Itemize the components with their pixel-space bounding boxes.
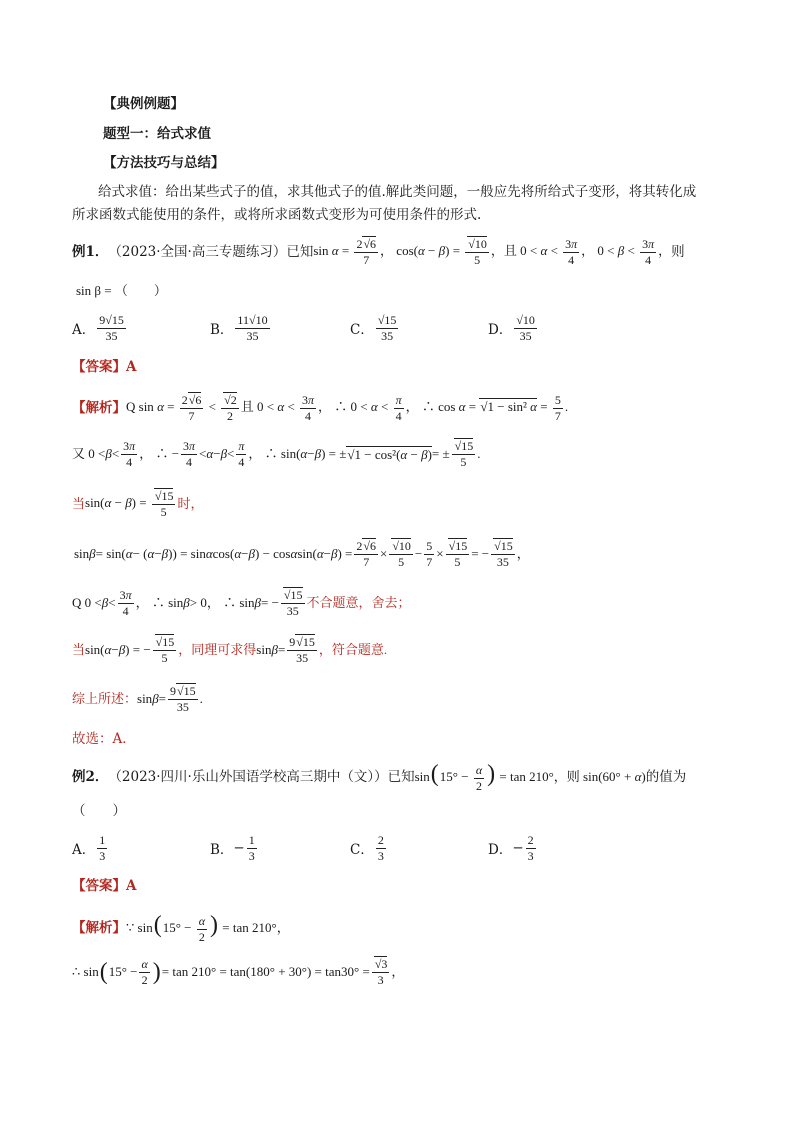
example2-paren: （ ）: [72, 803, 126, 819]
example1-option-b[interactable]: [210, 314, 272, 342]
case2-prefix: 当: [72, 642, 86, 658]
example2-question: 例2． （2023·四川·乐山外国语学校高三期中（文））已知 sin(15° − $\frac{\alpha}{2}$ ) = tan 210°，则 sin(60° + α) 的值为: [72, 761, 687, 793]
example1-case1: 当 sin(α − β) = √ $\frac{15}{5}$ 时，: [72, 490, 203, 518]
example2-option-b[interactable]: [210, 834, 259, 862]
example1-analysis-line2: 又 0 < β < $\frac{3\pi}{4}$ ， ∴ − $\frac{3\pi}{4}$ < α − β < $\frac{\pi}{4}$ ， ∴ sin( α − β ) = ± √ 1 − cos²(α − β) = ± √ $\frac{15}{5}$ .: [72, 440, 480, 468]
option-numerator: 2: [527, 833, 534, 847]
method-text-line2: 所求函数式能使用的条件，或将所求函数式变形为可使用条件的形式.: [72, 207, 482, 223]
option-denominator: 3: [527, 848, 534, 863]
example1-sin-beta-equation: sin β = sin( α − ( α − β )) = sin α cos( α − β ) − cos α sin( α − β ) = $\frac{2√ 6}{7}$ × √ $\frac{10}{5}$ − $\frac{5}{7}$ × √ $\frac{15}{5}$ = − √ $\frac{15}{35}$ ，: [74, 540, 530, 568]
example1-question: [72, 238, 685, 266]
method-heading: 【方法技巧与总结】: [103, 155, 225, 171]
option-numerator: √10: [516, 313, 535, 327]
section-heading: 【典例例题】: [103, 96, 184, 112]
example1-option-c[interactable]: [350, 314, 400, 342]
case2-middle: ，同理可求得: [178, 642, 257, 658]
option-denominator: 35: [519, 328, 532, 343]
option-letter: D．: [488, 322, 513, 339]
example1-case2: 当 sin( α − β ) = − √ $\frac{15}{5}$ ，同理可求得 sin β = $\frac{9√ 15}{35}$ ，符合题意.: [72, 636, 387, 664]
option-denominator: 35: [381, 328, 394, 343]
analysis-label: 【解析】: [72, 919, 126, 936]
option-sign: −: [233, 840, 245, 857]
example1-analysis-line1: 【解析】 Q sin α = $\frac{2√ 6}{7}$ < √ $\frac{2}{2}$ 且 0 < α < $\frac{3\pi}{4}$ ， ∴ 0 < α < $\frac{\pi}{4}$ ， ∴ cos α = √ 1 − sin² α = $\frac{5}{7}$ .: [72, 394, 568, 422]
example2-analysis-line2: ∴ sin ( 15° − $\frac{\alpha}{2}$ ) = tan 210° = tan(180° + 30°) = tan30° = √ $\frac{3}{3}$ ，: [72, 958, 404, 986]
example2-source: （2023·四川·乐山外国语学校高三期中（文））已知: [108, 768, 415, 785]
example2-analysis-line1: 【解析】 ∵ sin(15° − $\frac{\alpha}{2}$ ) = tan 210°，: [72, 912, 290, 944]
option-denominator: 35: [105, 328, 118, 343]
option-denominator: 35: [246, 328, 259, 343]
summary-label: 综上所述：: [72, 691, 138, 707]
example1-question-line2: sin β = （ ）: [76, 283, 167, 298]
example1-answer: 【答案】A: [72, 359, 137, 375]
option-numerator: 9√15: [99, 313, 124, 327]
option-sign: −: [512, 840, 524, 857]
case1-prefix: 当: [72, 496, 86, 512]
option-denominator: 3: [99, 848, 106, 863]
example1-question-tail: 则: [671, 244, 685, 260]
case2-suffix: ，符合题意.: [318, 642, 388, 658]
analysis-label: 【解析】: [72, 400, 126, 416]
example1-summary: 综上所述： sin β = $\frac{9√ 15}{35}$ .: [72, 685, 203, 713]
option-letter: C．: [350, 842, 374, 859]
option-numerator: 2: [377, 833, 384, 847]
example1-option-a[interactable]: [72, 314, 128, 342]
example1-label: 例1．: [72, 244, 109, 260]
option-letter: C．: [350, 322, 374, 339]
option-numerator: √15: [377, 313, 397, 327]
type-heading: 题型一：给式求值: [103, 126, 211, 142]
example1-given-formulas: sin α = $\frac{2√ 6}{7}$ ， cos(α − β) = √ $\frac{10}{5}$ ，且 0 < α < $\frac{3\pi}{4}$ ， 0 < β < $\frac{3\pi}{4}$ ，: [313, 238, 671, 266]
example1-option-d[interactable]: [488, 314, 539, 342]
example2-answer: 【答案】A: [72, 878, 137, 894]
example1-reject-case: Q 0 < β < $\frac{3\pi}{4}$ ， ∴ sin β > 0， ∴ sin β = − √ $\frac{15}{35}$ 不合题意，舍去；: [72, 589, 411, 617]
example2-option-c[interactable]: [350, 834, 388, 862]
example2-option-a[interactable]: [72, 834, 109, 862]
option-numerator: 1: [99, 833, 106, 847]
option-letter: D．: [488, 842, 513, 859]
example2-label: 例2．: [72, 768, 109, 785]
option-numerator: 11√10: [237, 313, 268, 327]
option-denominator: 3: [377, 848, 384, 863]
option-numerator: 1: [248, 833, 255, 847]
reject-note: 不合题意，舍去；: [306, 595, 411, 611]
option-denominator: 3: [248, 848, 255, 863]
option-letter: A．: [72, 842, 96, 859]
option-letter: B．: [210, 842, 234, 859]
example1-source: （2023·全国·高三专题练习）已知: [108, 244, 314, 260]
example2-question-tail: 的值为: [645, 768, 687, 785]
example1-choice: 故选：A．: [72, 731, 136, 747]
case1-suffix: 时，: [177, 496, 204, 512]
option-letter: B．: [210, 322, 234, 339]
method-text-line1: 给式求值：给出某些式子的值，求其他式子的值.解此类问题，一般应先将所给式子变形，将其转化成: [98, 184, 697, 200]
example2-option-d[interactable]: [488, 834, 538, 862]
option-letter: A．: [72, 322, 96, 339]
